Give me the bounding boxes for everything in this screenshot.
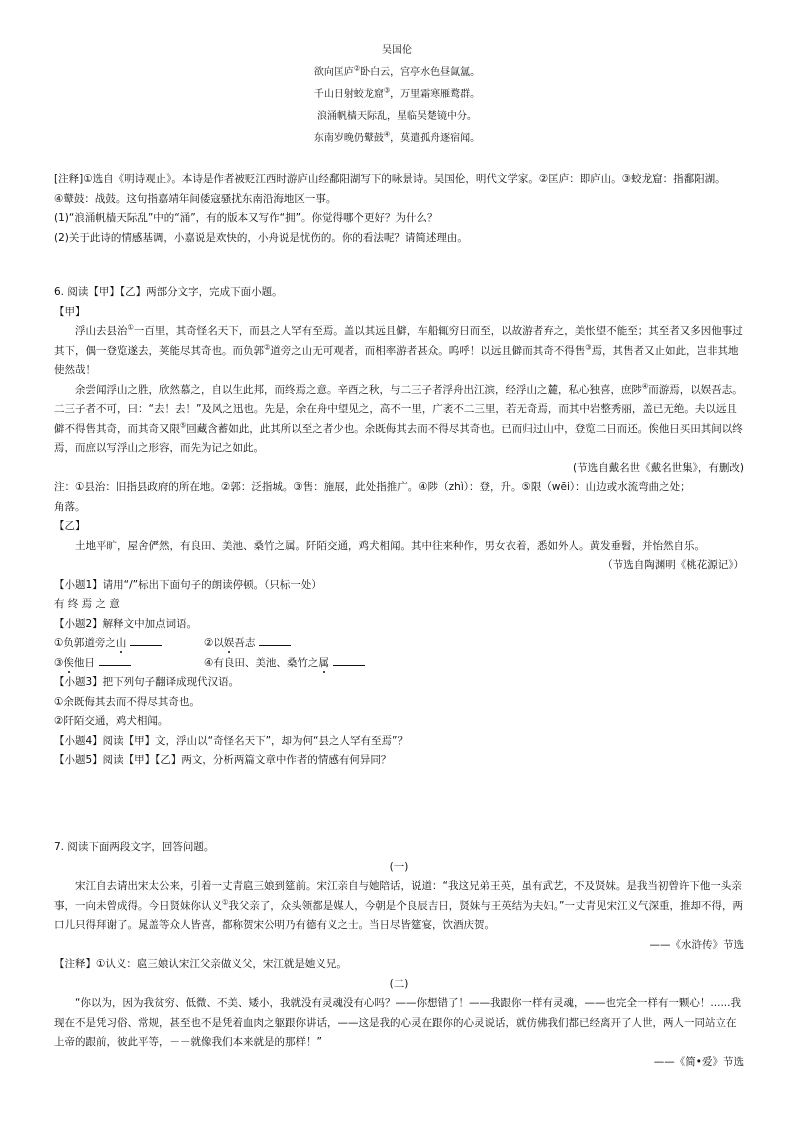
q6-subq-2-item-1: ①负郭道旁之山	[54, 634, 204, 654]
q7-source-1: ——《水浒传》节选	[649, 938, 744, 951]
poem-line-2: 千山日射蛟龙窟③，万里霜寒雁鹜群。	[313, 86, 481, 100]
q6-subq-2-row-2	[54, 654, 744, 674]
q7-heading-2: (二)	[389, 977, 409, 990]
q7-note: 【注释】①认义：扈三娘认宋江父亲做义父，宋江就是她义兄。	[54, 958, 347, 970]
q6-subq-2: 【小题2】解释文中加点词语。	[54, 617, 198, 630]
q6-source-1: (节选自戴名世《戴名世集》，有删改)	[573, 461, 744, 474]
q6-subq-1-text: 有 终 焉 之 意	[54, 598, 120, 610]
answer-blank[interactable]	[130, 635, 162, 646]
answer-blank[interactable]	[99, 655, 131, 666]
q6-yi-label: 【乙】	[54, 520, 86, 532]
q6-subq-5: 【小题5】阅读【甲】【乙】两文，分析两篇文章中作者的情感有何异同？	[54, 754, 392, 766]
q7-passage-1: 宋江自去请出宋太公来，引着一丈青扈三娘到筵前。宋江亲自与她陪话，说道：“我这兄弟王英，虽有武艺，不及贤妹。是我当初曾许下他一头亲事，一向未曾成得。今日贤妹你认义①我父亲了，众头领都是媒人，今朝是个良辰吉日，贤妹与王英结为夫妇。”一丈青见宋江义气深重，推却不得，两口儿只得拜谢了。晁盖等众人皆喜，都称贺宋公明乃有德有义之士。当日尽皆筵宴，饮酒庆贺。	[54, 880, 743, 931]
q5-question-1: (1)“浪涌帆樯天际乱”中的“涌”，有的版本又写作“拥”。你觉得哪个更好？为什么？	[54, 212, 438, 224]
poem-author: 吴国伦	[382, 45, 412, 56]
q7-title: 7. 阅读下面两段文字，回答问题。	[54, 841, 215, 853]
poem-line-1: 欲向匡庐②卧白云，宫亭水色昼氤氲。	[313, 64, 481, 78]
q5-section	[54, 170, 744, 248]
q5-question-2: (2)关于此诗的情感基调，小嘉说是欢快的，小舟说是忧伤的。你的看法呢？请简述理由。	[54, 231, 468, 244]
q6-subq-2-item-4: ④有良田、美池、桑竹之属	[204, 654, 365, 674]
answer-blank[interactable]	[333, 655, 365, 666]
q6-source-2: （节选自陶渊明《桃花源记》）	[602, 559, 744, 571]
q6-subq-4: 【小题4】阅读【甲】文，浮山以“奇怪名天下”，却为何“县之人罕有至焉”？	[54, 734, 408, 747]
q5-note-2: ④鼙鼓：战鼓。这句指嘉靖年间倭寇骚扰东南沿海地区一事。	[54, 192, 337, 205]
q7-passage-2: “你以为，因为我贫穷、低微、不美、矮小，我就没有灵魂没有心吗？——你想错了！——我跟你一样有灵魂，——也完全一样有一颗心！......我现在不是凭习俗、常规，甚至也不是凭着血肉之躯跟你讲话，——这是我的心灵在跟你的心灵说话，就仿佛我们都已经离开了人世，两人一同站立在上帝的跟前，彼此平等，－－就像我们本来就是的那样！”	[54, 997, 741, 1048]
q6-title: 6. 阅读【甲】【乙】两部分文字，完成下面小题。	[54, 286, 283, 298]
q6-subq-2-row-1	[54, 634, 744, 654]
q6-passage-2: 余尝闻浮山之胜，欣然慕之，自以生此邦，而终焉之意。辛酉之秋，与二三子者浮舟出江滨，经浮山之麓，私心独喜，庶陟④而游焉，以娱吾志。二三子者不可，曰：“去！去！”及风之迅也。先是，余在舟中望见之，高不一里，广袤不二三里，若无奇焉，而其中岩整秀丽，盖已无绝。夫以远且僻不得售其奇，而其奇又限⑤回藏含蓄如此，此其所以至之者少也。余既侮其去而不得尽其奇也。已而归过山中，登览二日而还。俟他日买田其间以终焉，而庶以写浮山之形容，而先为记之如此。	[54, 382, 743, 454]
q6-subq-3-b: ②阡陌交通，鸡犬相闻。	[54, 715, 169, 727]
poem	[0, 40, 794, 150]
q7-source-2: ——《简•爱》节选	[653, 1055, 744, 1068]
q6-subq-3: 【小题3】把下列句子翻译成现代汉语。	[54, 676, 240, 688]
q7-section	[54, 838, 744, 1072]
q6-passage-1: 浮山去县治①一百里，其奇怪名天下，而县之人罕有至焉。盖以其远且僻，车船辄穷日而至，以故游者弃之，美怅望不能至；其至者又多因他事过其下，偶一登览遂去，荚能尽其奇也。而负郭②道旁之山无可观者，而相率游者甚众。呜呼！以远且僻而其奇不得售③焉，其售者又止如此，岂非其地使然哉！	[54, 323, 743, 376]
q6-subq-1: 【小题1】请用“/”标出下面句子的朗读停顿。（只标一处）	[54, 578, 322, 591]
q6-subq-3-a: ①余既侮其去而不得尽其奇也。	[54, 695, 200, 708]
q6-subq-2-item-2: ②以娱吾志	[204, 634, 291, 654]
q6-passage-3: 土地平旷，屋舍俨然，有良田、美池、桑竹之属。阡陌交通，鸡犬相闻。其中往来种作，男女衣着，悉如外人。黄发垂髫，并怡然自乐。	[75, 539, 705, 552]
poem-line-3: 浪涌帆樯天际乱，星临吴楚镜中分。	[317, 111, 477, 122]
answer-blank[interactable]	[259, 635, 291, 646]
q6-note-2: 角落。	[54, 500, 86, 513]
q7-heading-1: (一)	[389, 860, 409, 873]
q6-subq-2-item-3: ③俟他日	[54, 654, 204, 674]
q6-section	[54, 283, 744, 771]
q5-note-1: [注释]①选自《明诗观止》。本诗是作者被贬江西时游庐山经鄱阳湖写下的咏景诗。吴国伦，明代文学家。②匡庐：即庐山。③蛟龙窟：指鄱阳湖。	[54, 173, 726, 185]
poem-line-4: 东南岁晚仍鼙鼓④，莫遣孤舟逐宿闻。	[313, 130, 481, 144]
q6-jia-label: 【甲】	[54, 305, 86, 318]
q6-note-1: 注：①县治：旧指县政府的所在地。②郭：泛指城。③售：施展，此处指推广。④陟（zhì）：登，升。⑤限（wēi）：山边或水流弯曲之处；	[54, 481, 691, 493]
